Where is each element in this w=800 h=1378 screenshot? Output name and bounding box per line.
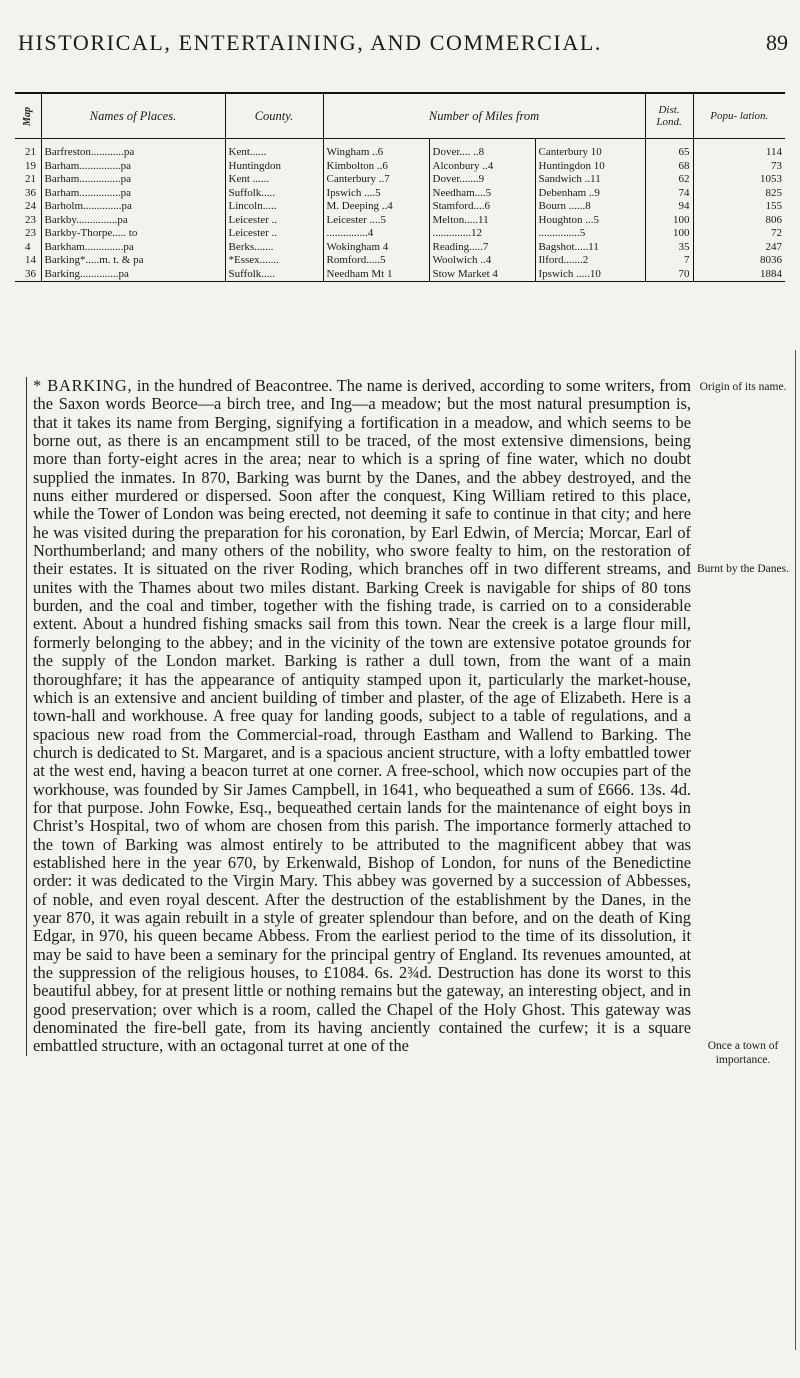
table-row: [15, 187, 785, 201]
cell-miles-from-3: Canterbury 10: [535, 139, 645, 160]
table-row: [15, 227, 785, 241]
running-head-title: HISTORICAL, ENTERTAINING, AND COMMERCIAL.: [18, 30, 602, 55]
article-lead: * BARKING,: [33, 376, 133, 395]
cell-miles-from-3: Sandwich ..11: [535, 173, 645, 187]
cell-place-name: Barkham..............pa: [41, 241, 225, 255]
cell-population: 8036: [760, 254, 783, 266]
cell-county: Berks.......: [225, 241, 323, 255]
cell-miles-from-2: Stamford....6: [429, 200, 535, 214]
cell-miles-from-1: Wingham ..6: [323, 139, 429, 160]
table-header-row: [15, 93, 785, 139]
cell-miles-from-2: Stow Market 4: [429, 268, 535, 282]
margin-note-importance: Once a town of importance.: [707, 1040, 779, 1066]
cell-distance-london: 7: [645, 254, 693, 268]
right-margin-rule: [795, 350, 796, 1350]
margin-note-origin: Origin of its name.: [699, 381, 787, 393]
cell-miles-from-1: Needham Mt 1: [323, 268, 429, 282]
cell-map-number: 23: [15, 227, 41, 241]
cell-miles-from-2: Melton.....11: [429, 214, 535, 228]
article-paragraph: [33, 377, 691, 1056]
cell-miles-from-1: M. Deeping ..4: [323, 200, 429, 214]
cell-place-name: Barham...............pa: [41, 173, 225, 187]
table-row: [15, 241, 785, 255]
cell-miles-from-1: Canterbury ..7: [323, 173, 429, 187]
cell-miles-from-1: ...............4: [323, 227, 429, 241]
cell-miles-from-1: Wokingham 4: [323, 241, 429, 255]
cell-distance-london: 74: [645, 187, 693, 201]
article-text: in the hundred of Beacontree. The name is derived, according to some writers, from the Saxon words Beorce—a birch tree, and Ing—a meadow; but the most natural presumption is, that it takes its name from Berging, signifying a fortification in a meadow, and which seems to be borne out, as there is an encampment still to be traced, of the most extensive dimensions, being more than forty-eight acres in the area; near to which is a spring of fine water, which no doubt supplied the inmates. In 870, Barking was burnt by the Danes, and the abbey destroyed, and the nuns either murdered or dispersed. Soon after the conquest, King William retired to this place, while the Tower of London was being erected, not deeming it safe to continue in that city; and here he was visited during the preparation for his coronation, by Earl Edwin, of Mercia; Morcar, Earl of Northumberland; and many others of the nobility, who swore fealty to him, on the restoration of their estates. It is situated on the river Roding, which branches off in two different streams, and unites with the Thames about two miles distant. Barking Creek is navigable for ships of 80 tons burden, and the coal and timber, together with the fishing trade, is carried on to a considerable extent. About a hundred fishing smacks sail from this town. Near the creek is a large flour mill, formerly belonging to the abbey; and in the vicinity of the town are extensive potatoe grounds for the supply of the London market. Barking is rather a dull town, from the want of a main thoroughfare; it has the appearance of antiquity stamped upon it, particularly the market-house, which is an extensive and ancient building of timber and plaster, of the age of Elizabeth. Here is a town-hall and workhouse. A free quay for landing goods, subject to a table of regulations, and a spacious new road from the Commercial-road, through Eastham and Wallend to Barking. The church is dedicated to St. Margaret, and is a spacious ancient structure, with a lofty embattled tower at the west end, having a beacon turret at one corner. A free-school, which now occupies part of the workhouse, was founded by Sir James Campbell, in 1641, who bequeathed a sum of £666. 13s. 4d. for that purpose. John Fowke, Esq., bequeathed certain lands for the maintenance of eight boys in Christ’s Hospital, two of whom are chosen from this parish. The importance formerly attached to the town of Barking was almost entirely to be attributed to the magnificent abbey that was established here in the year 670, by Erkenwald, Bishop of London, for nuns of the Benedictine order: it was dedicated to the Virgin Mary. This abbey was governed by a succession of Abbesses, of noble, and even royal descent. After the destruction of the establishment by the Danes, in the year 870, it was again rebuilt in a style of greater splendour than before, and on the death of King Edgar, in 970, his queen became Abbess. From the earliest period to the time of its dissolution, it may be said to have been a seminary for the principal gentry of England. Its revenues amounted, at the suppression of the religious houses, to £1084. 6s. 2¾d. Destruction has done its worst to this beautiful abbey, for at present little or nothing remains but the gateway, an interesting object, and in good preservation; over which is a room, called the Chapel of the Holy Ghost. This gateway was denominated the fire-bell gate, from its having anciently contained the curfew; it is a square embattled structure, with an octagonal turret at one of the: [33, 376, 692, 1056]
cell-miles-from-1: Kimbolton ..6: [323, 160, 429, 174]
header-map: Map: [15, 93, 41, 139]
cell-miles-from-1: Leicester ....5: [323, 214, 429, 228]
cell-county: Huntingdon: [225, 160, 323, 174]
cell-county: Leicester ..: [225, 214, 323, 228]
cell-county: Suffolk.....: [225, 187, 323, 201]
article-body: [26, 377, 691, 1056]
cell-miles-from-2: Dover.......9: [429, 173, 535, 187]
cell-map-number: 36: [15, 187, 41, 201]
cell-miles-from-2: Needham....5: [429, 187, 535, 201]
cell-miles-from-1: Romford.....5: [323, 254, 429, 268]
table-row: [15, 268, 785, 282]
cell-population: 825: [765, 186, 783, 199]
cell-miles-from-3: Bourn ......8: [535, 200, 645, 214]
cell-map-number: 24: [15, 200, 41, 214]
cell-distance-london: 94: [645, 200, 693, 214]
cell-place-name: Barham...............pa: [41, 187, 225, 201]
cell-population: 155: [765, 200, 783, 212]
cell-population: 114: [765, 146, 783, 158]
cell-miles-from-3: ...............5: [535, 227, 645, 241]
cell-miles-from-2: ..............12: [429, 227, 535, 241]
cell-miles-from-3: Houghton ...5: [535, 214, 645, 228]
cell-miles-from-2: Alconbury ..4: [429, 160, 535, 174]
cell-place-name: Barking..............pa: [41, 268, 225, 282]
header-population: Popu- lation.: [693, 93, 785, 139]
cell-map-number: 4: [15, 241, 41, 255]
cell-map-number: 21: [15, 173, 41, 187]
header-dist: Dist. Lond.: [645, 93, 693, 139]
cell-miles-from-1: Ipswich ....5: [323, 187, 429, 201]
cell-miles-from-2: Woolwich ..4: [429, 254, 535, 268]
cell-county: Lincoln.....: [225, 200, 323, 214]
cell-miles-from-3: Bagshot.....11: [535, 241, 645, 255]
cell-place-name: Barfreston............pa: [41, 139, 225, 160]
table-body: [15, 139, 785, 282]
cell-distance-london: 100: [645, 214, 693, 228]
cell-place-name: Barham...............pa: [41, 160, 225, 174]
page-number: 89: [766, 30, 788, 55]
cell-place-name: Barkby-Thorpe..... to: [41, 227, 225, 241]
margin-note-burnt: Burnt by the Danes.: [697, 563, 789, 575]
table-row: [15, 160, 785, 174]
table-row: [15, 254, 785, 268]
header-names: Names of Places.: [41, 93, 225, 139]
cell-county: Suffolk.....: [225, 268, 323, 282]
cell-county: Kent......: [225, 139, 323, 160]
cell-population: 73: [771, 159, 783, 172]
header-county: County.: [225, 93, 323, 139]
cell-place-name: Barholm..............pa: [41, 200, 225, 214]
cell-county: *Essex.......: [225, 254, 323, 268]
cell-distance-london: 68: [645, 160, 693, 174]
running-head: [0, 30, 800, 64]
cell-population: 806: [765, 213, 783, 226]
cell-population: 1884: [693, 268, 785, 282]
cell-miles-from-2: Reading.....7: [429, 241, 535, 255]
cell-miles-from-3: Ipswich .....10: [535, 268, 645, 282]
table-row: [15, 200, 785, 214]
cell-place-name: Barking*.....m. t. & pa: [41, 254, 225, 268]
gazetteer-table: [15, 92, 785, 282]
cell-population: 1053: [760, 173, 783, 185]
table-row: [15, 173, 785, 187]
cell-map-number: 21: [15, 139, 41, 160]
cell-miles-from-3: Ilford.......2: [535, 254, 645, 268]
cell-map-number: 14: [15, 254, 41, 268]
header-miles-from: Number of Miles from: [323, 93, 645, 139]
cell-distance-london: 70: [645, 268, 693, 282]
cell-map-number: 19: [15, 160, 41, 174]
cell-miles-from-3: Debenham ..9: [535, 187, 645, 201]
cell-map-number: 36: [15, 268, 41, 282]
table-row: [15, 214, 785, 228]
table-row: [15, 139, 785, 160]
cell-miles-from-2: Dover.... ..8: [429, 139, 535, 160]
cell-map-number: 23: [15, 214, 41, 228]
cell-county: Leicester ..: [225, 227, 323, 241]
cell-place-name: Barkby...............pa: [41, 214, 225, 228]
cell-miles-from-3: Huntingdon 10: [535, 160, 645, 174]
cell-distance-london: 62: [645, 173, 693, 187]
cell-distance-london: 35: [645, 241, 693, 255]
cell-population: 247: [765, 240, 783, 253]
cell-population: 72: [771, 227, 783, 239]
cell-distance-london: 65: [645, 139, 693, 160]
cell-distance-london: 100: [645, 227, 693, 241]
cell-county: Kent ......: [225, 173, 323, 187]
